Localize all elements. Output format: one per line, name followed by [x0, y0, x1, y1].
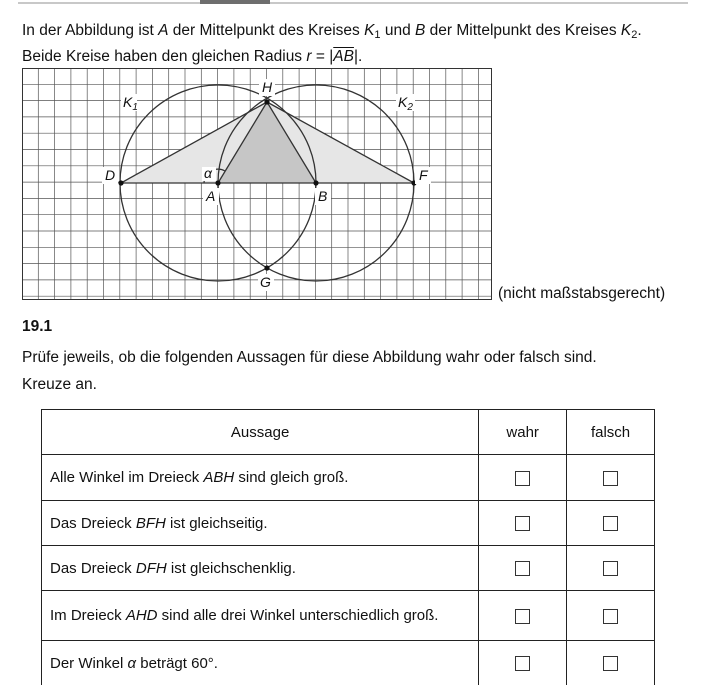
top-rule — [18, 2, 688, 4]
statement-text: ist gleichschenklig. — [166, 559, 296, 577]
radius-symbol: r — [306, 48, 312, 65]
false-cell — [567, 641, 655, 685]
label-alpha: α — [204, 165, 212, 181]
label-K2-main: K — [398, 94, 408, 110]
intro-text-segment: und — [380, 22, 416, 39]
statement-text: beträgt 60°. — [136, 654, 218, 672]
header-false: falsch — [567, 410, 655, 455]
false-cell — [567, 455, 655, 501]
statement-text: sind gleich groß. — [234, 469, 349, 486]
table-row — [42, 591, 655, 641]
statement-symbol: AHD — [125, 607, 158, 624]
point-G — [264, 265, 269, 270]
true-cell — [479, 455, 567, 501]
statement-symbol: α — [127, 654, 137, 672]
checkbox-true[interactable] — [515, 561, 530, 576]
checkbox-true[interactable] — [515, 656, 530, 671]
checkbox-false[interactable] — [603, 656, 618, 671]
statement-cell — [42, 591, 479, 641]
intro-line-1 — [22, 20, 702, 46]
intro-text-segment: = | — [311, 48, 334, 65]
table-row — [42, 501, 655, 546]
statement-text: Das Dreieck — [50, 514, 136, 532]
intro-text-segment: der Mittelpunkt des Kreises — [425, 22, 621, 39]
circle-K1-sub: 1 — [374, 29, 381, 41]
checkbox-false[interactable] — [603, 561, 618, 576]
header-statement: Aussage — [42, 410, 479, 455]
figure-svg — [22, 68, 492, 300]
task-instruction: Prüfe jeweils, ob die folgenden Aussagen für diese Abbildung wahr oder falsch sind. — [22, 349, 597, 366]
scale-note: (nicht maßstabsgerecht) — [498, 285, 666, 302]
circle-K2-sub: 2 — [631, 29, 638, 41]
true-cell — [479, 591, 567, 641]
checkbox-false[interactable] — [603, 609, 618, 624]
false-cell — [567, 546, 655, 591]
label-K1-main: K — [123, 94, 133, 110]
circle-K2-ref: K — [620, 22, 632, 39]
point-A-ref: A — [158, 22, 169, 39]
point-A — [215, 180, 220, 185]
header-true: wahr — [479, 410, 567, 455]
table-row — [42, 546, 655, 591]
point-H — [264, 99, 269, 104]
label-K2-sub: 2 — [407, 102, 413, 113]
statement-symbol: ABH — [203, 469, 235, 486]
statement-cell — [42, 455, 479, 501]
segment-AB-ref: $\overline{AB}$ — [333, 48, 354, 65]
table-header-row — [42, 410, 655, 455]
intro-line-2 — [22, 46, 702, 67]
statement-text: sind alle drei Winkel unterschiedlich groß. — [157, 607, 439, 624]
statement-text: Im Dreieck — [50, 607, 126, 624]
statement-text: Der Winkel — [50, 654, 128, 672]
statement-symbol: DFH — [135, 559, 167, 577]
intro-text-segment: Beide Kreise haben den gleichen Radius — [22, 48, 307, 65]
checkbox-false[interactable] — [603, 471, 618, 486]
statement-cell — [42, 501, 479, 546]
true-cell — [479, 501, 567, 546]
statement-cell — [42, 641, 479, 685]
point-B — [313, 180, 318, 185]
intro-text-segment: . — [637, 22, 642, 39]
statement-symbol: BFH — [135, 514, 166, 532]
statements-table — [41, 409, 655, 685]
point-D — [118, 180, 123, 185]
intro-text-segment: |. — [353, 48, 363, 65]
point-B-ref: B — [415, 22, 426, 39]
task-instruction-2: Kreuze an. — [22, 376, 97, 393]
statement-text: Das Dreieck — [50, 559, 136, 577]
top-rule-accent — [200, 0, 270, 4]
intro-text-segment: In der Abbildung ist — [22, 22, 159, 39]
geometry-figure — [22, 68, 492, 300]
intro-text-segment: der Mittelpunkt des Kreises — [168, 22, 365, 39]
label-B: B — [318, 188, 328, 204]
statement-text: Alle Winkel im Dreieck — [50, 469, 204, 486]
checkbox-true[interactable] — [515, 471, 530, 486]
false-cell — [567, 501, 655, 546]
checkbox-true[interactable] — [515, 609, 530, 624]
task-number: 19.1 — [22, 318, 53, 335]
label-F: F — [419, 167, 428, 183]
statement-text: ist gleichseitig. — [165, 514, 268, 532]
true-cell — [479, 546, 567, 591]
true-cell — [479, 641, 567, 685]
circle-K1-ref: K — [364, 22, 375, 39]
checkbox-false[interactable] — [603, 516, 618, 531]
label-A: A — [206, 188, 216, 204]
table-row — [42, 641, 655, 685]
label-D: D — [105, 167, 116, 183]
false-cell — [567, 591, 655, 641]
label-H: H — [262, 79, 273, 95]
table-row — [42, 455, 655, 501]
checkbox-true[interactable] — [515, 516, 530, 531]
statement-cell — [42, 546, 479, 591]
intro-text — [22, 20, 702, 67]
label-K1-sub: 1 — [132, 102, 138, 113]
label-G: G — [260, 274, 271, 290]
